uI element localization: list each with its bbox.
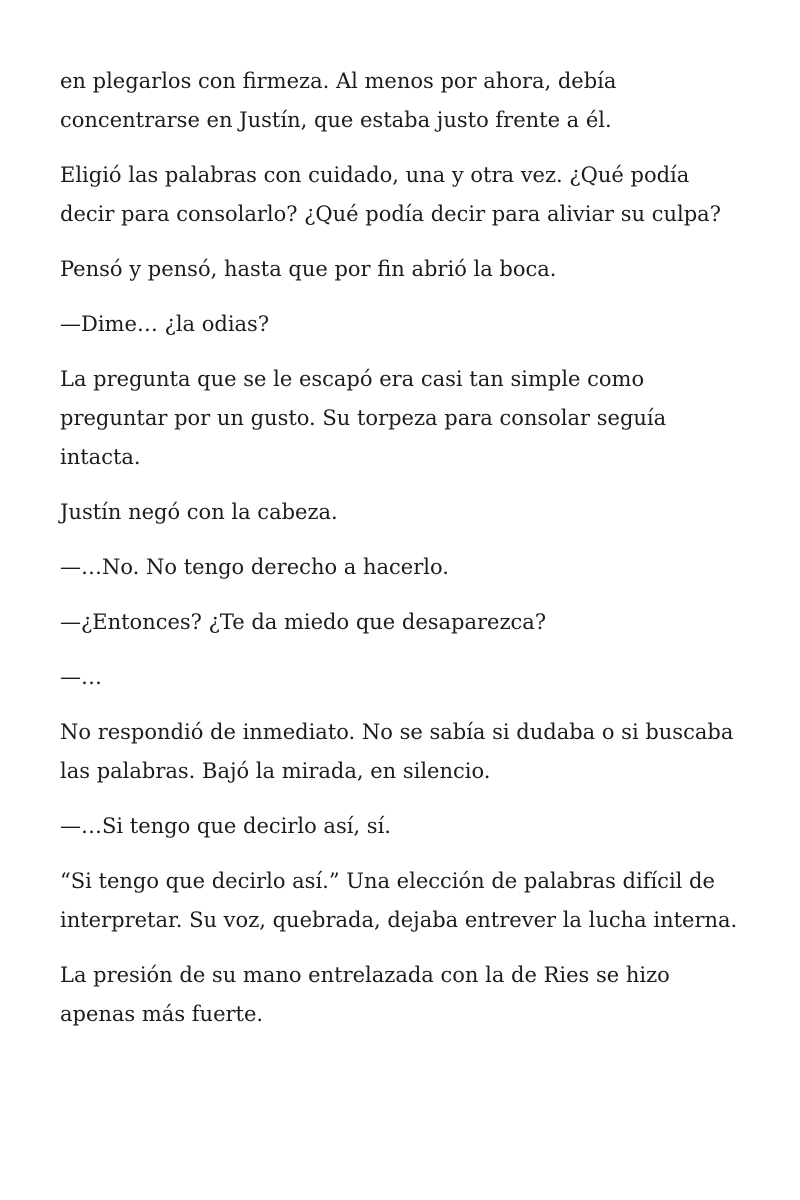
dialogue-line: —… bbox=[60, 665, 102, 689]
dialogue-line: —…No. No tengo derecho a hacerlo. bbox=[60, 555, 449, 579]
paragraph: Eligió las palabras con cuidado, una y otra vez. ¿Qué podía decir para consolarlo? ¿Qué podía decir para aliviar su culpa? bbox=[60, 163, 721, 226]
paragraph: Justín negó con la cabeza. bbox=[60, 500, 338, 524]
paragraph: “Si tengo que decirlo así.” Una elección de palabras difícil de interpretar. Su voz, quebrada, dejaba entrever la lucha interna. bbox=[60, 869, 738, 932]
paragraph: La presión de su mano entrelazada con la de Ries se hizo apenas más fuerte. bbox=[60, 963, 670, 1026]
dialogue-line: —…Si tengo que decirlo así, sí. bbox=[60, 814, 391, 838]
paragraph: No respondió de inmediato. No se sabía si dudaba o si buscaba las palabras. Bajó la mirada, en silencio. bbox=[60, 720, 734, 783]
paragraph: en plegarlos con firmeza. Al menos por ahora, debía concentrarse en Justín, que estaba justo frente a él. bbox=[60, 69, 617, 132]
dialogue-line: —Dime… ¿la odias? bbox=[60, 312, 270, 336]
paragraph: La pregunta que se le escapó era casi tan simple como preguntar por un gusto. Su torpeza para consolar seguía intacta. bbox=[60, 367, 667, 469]
dialogue-line: —¿Entonces? ¿Te da miedo que desaparezca? bbox=[60, 610, 547, 634]
paragraph: Pensó y pensó, hasta que por fin abrió la boca. bbox=[60, 257, 557, 281]
